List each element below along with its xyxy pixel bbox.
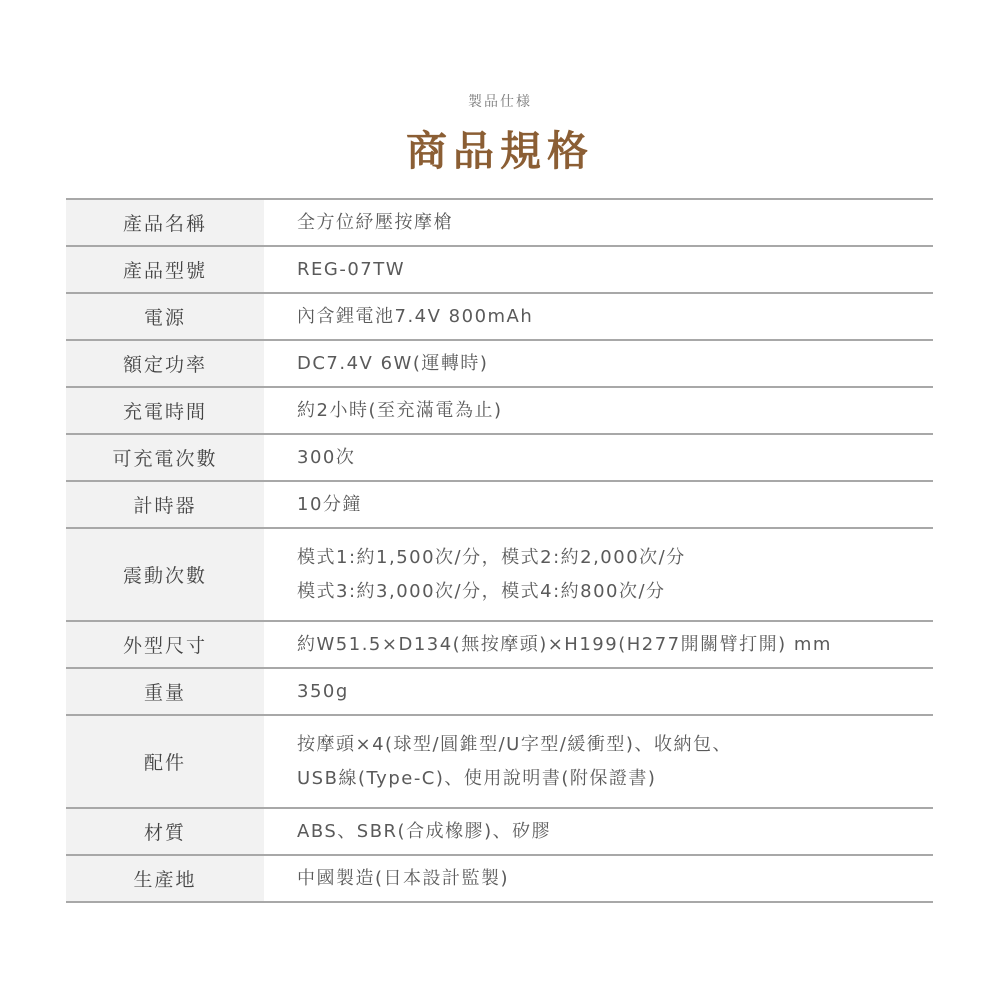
spec-row-origin xyxy=(66,856,933,903)
spec-value xyxy=(264,669,933,714)
spec-label: 配件 xyxy=(66,716,264,807)
spec-value xyxy=(264,388,933,433)
spec-row-material xyxy=(66,809,933,856)
spec-label: 材質 xyxy=(66,809,264,854)
spec-label: 產品型號 xyxy=(66,247,264,292)
spec-value-line: 按摩頭×4(球型/圓錐型/U字型/緩衝型)、收納包、 xyxy=(297,733,732,755)
spec-label: 可充電次數 xyxy=(66,435,264,480)
spec-label: 充電時間 xyxy=(66,388,264,433)
spec-row-charging-time xyxy=(66,388,933,435)
spec-row-vibration-frequency xyxy=(66,529,933,622)
spec-row-power-source xyxy=(66,294,933,341)
page-title: 商品規格 xyxy=(406,127,594,175)
spec-value xyxy=(264,482,933,527)
spec-value-line: 內含鋰電池7.4V 800mAh xyxy=(297,305,534,327)
spec-value-line: REG-07TW xyxy=(297,258,406,280)
spec-value-line: 350g xyxy=(297,680,349,702)
spec-row-charge-cycles xyxy=(66,435,933,482)
spec-table xyxy=(66,198,933,903)
spec-label: 額定功率 xyxy=(66,341,264,386)
spec-value-line: 10分鐘 xyxy=(297,493,362,515)
spec-value xyxy=(264,435,933,480)
page-subtitle: 製品仕様 xyxy=(468,94,532,110)
spec-value xyxy=(264,247,933,292)
spec-value-line: 300次 xyxy=(297,446,356,468)
spec-label: 生產地 xyxy=(66,856,264,901)
spec-value-line: 全方位紓壓按摩槍 xyxy=(297,211,453,233)
spec-value xyxy=(264,341,933,386)
spec-value xyxy=(264,200,933,245)
spec-row-dimensions xyxy=(66,622,933,669)
spec-label: 計時器 xyxy=(66,482,264,527)
spec-row-product-name xyxy=(66,200,933,247)
spec-label: 電源 xyxy=(66,294,264,339)
spec-label: 產品名稱 xyxy=(66,200,264,245)
spec-label: 重量 xyxy=(66,669,264,714)
spec-value xyxy=(264,529,933,620)
spec-row-weight xyxy=(66,669,933,716)
spec-row-model-number xyxy=(66,247,933,294)
spec-row-timer xyxy=(66,482,933,529)
spec-value-line: DC7.4V 6W(運轉時) xyxy=(297,352,489,374)
spec-value xyxy=(264,622,933,667)
spec-value-line: 約W51.5×D134(無按摩頭)×H199(H277開關臂打開) mm xyxy=(297,633,832,655)
spec-value xyxy=(264,716,933,807)
spec-label: 震動次數 xyxy=(66,529,264,620)
spec-label: 外型尺寸 xyxy=(66,622,264,667)
spec-value xyxy=(264,809,933,854)
spec-value xyxy=(264,856,933,901)
spec-value-line: ABS、SBR(合成橡膠)、矽膠 xyxy=(297,820,552,842)
spec-value-line: 模式3:約3,000次/分，模式4:約800次/分 xyxy=(297,580,666,602)
spec-value-line: 約2小時(至充滿電為止) xyxy=(297,399,503,421)
spec-value xyxy=(264,294,933,339)
spec-row-accessories xyxy=(66,716,933,809)
spec-value-line: 模式1:約1,500次/分，模式2:約2,000次/分 xyxy=(297,546,686,568)
spec-value-line: 中國製造(日本設計監製) xyxy=(297,867,510,889)
spec-row-rated-power xyxy=(66,341,933,388)
spec-value-line: USB線(Type-C)、使用說明書(附保證書) xyxy=(297,767,657,789)
